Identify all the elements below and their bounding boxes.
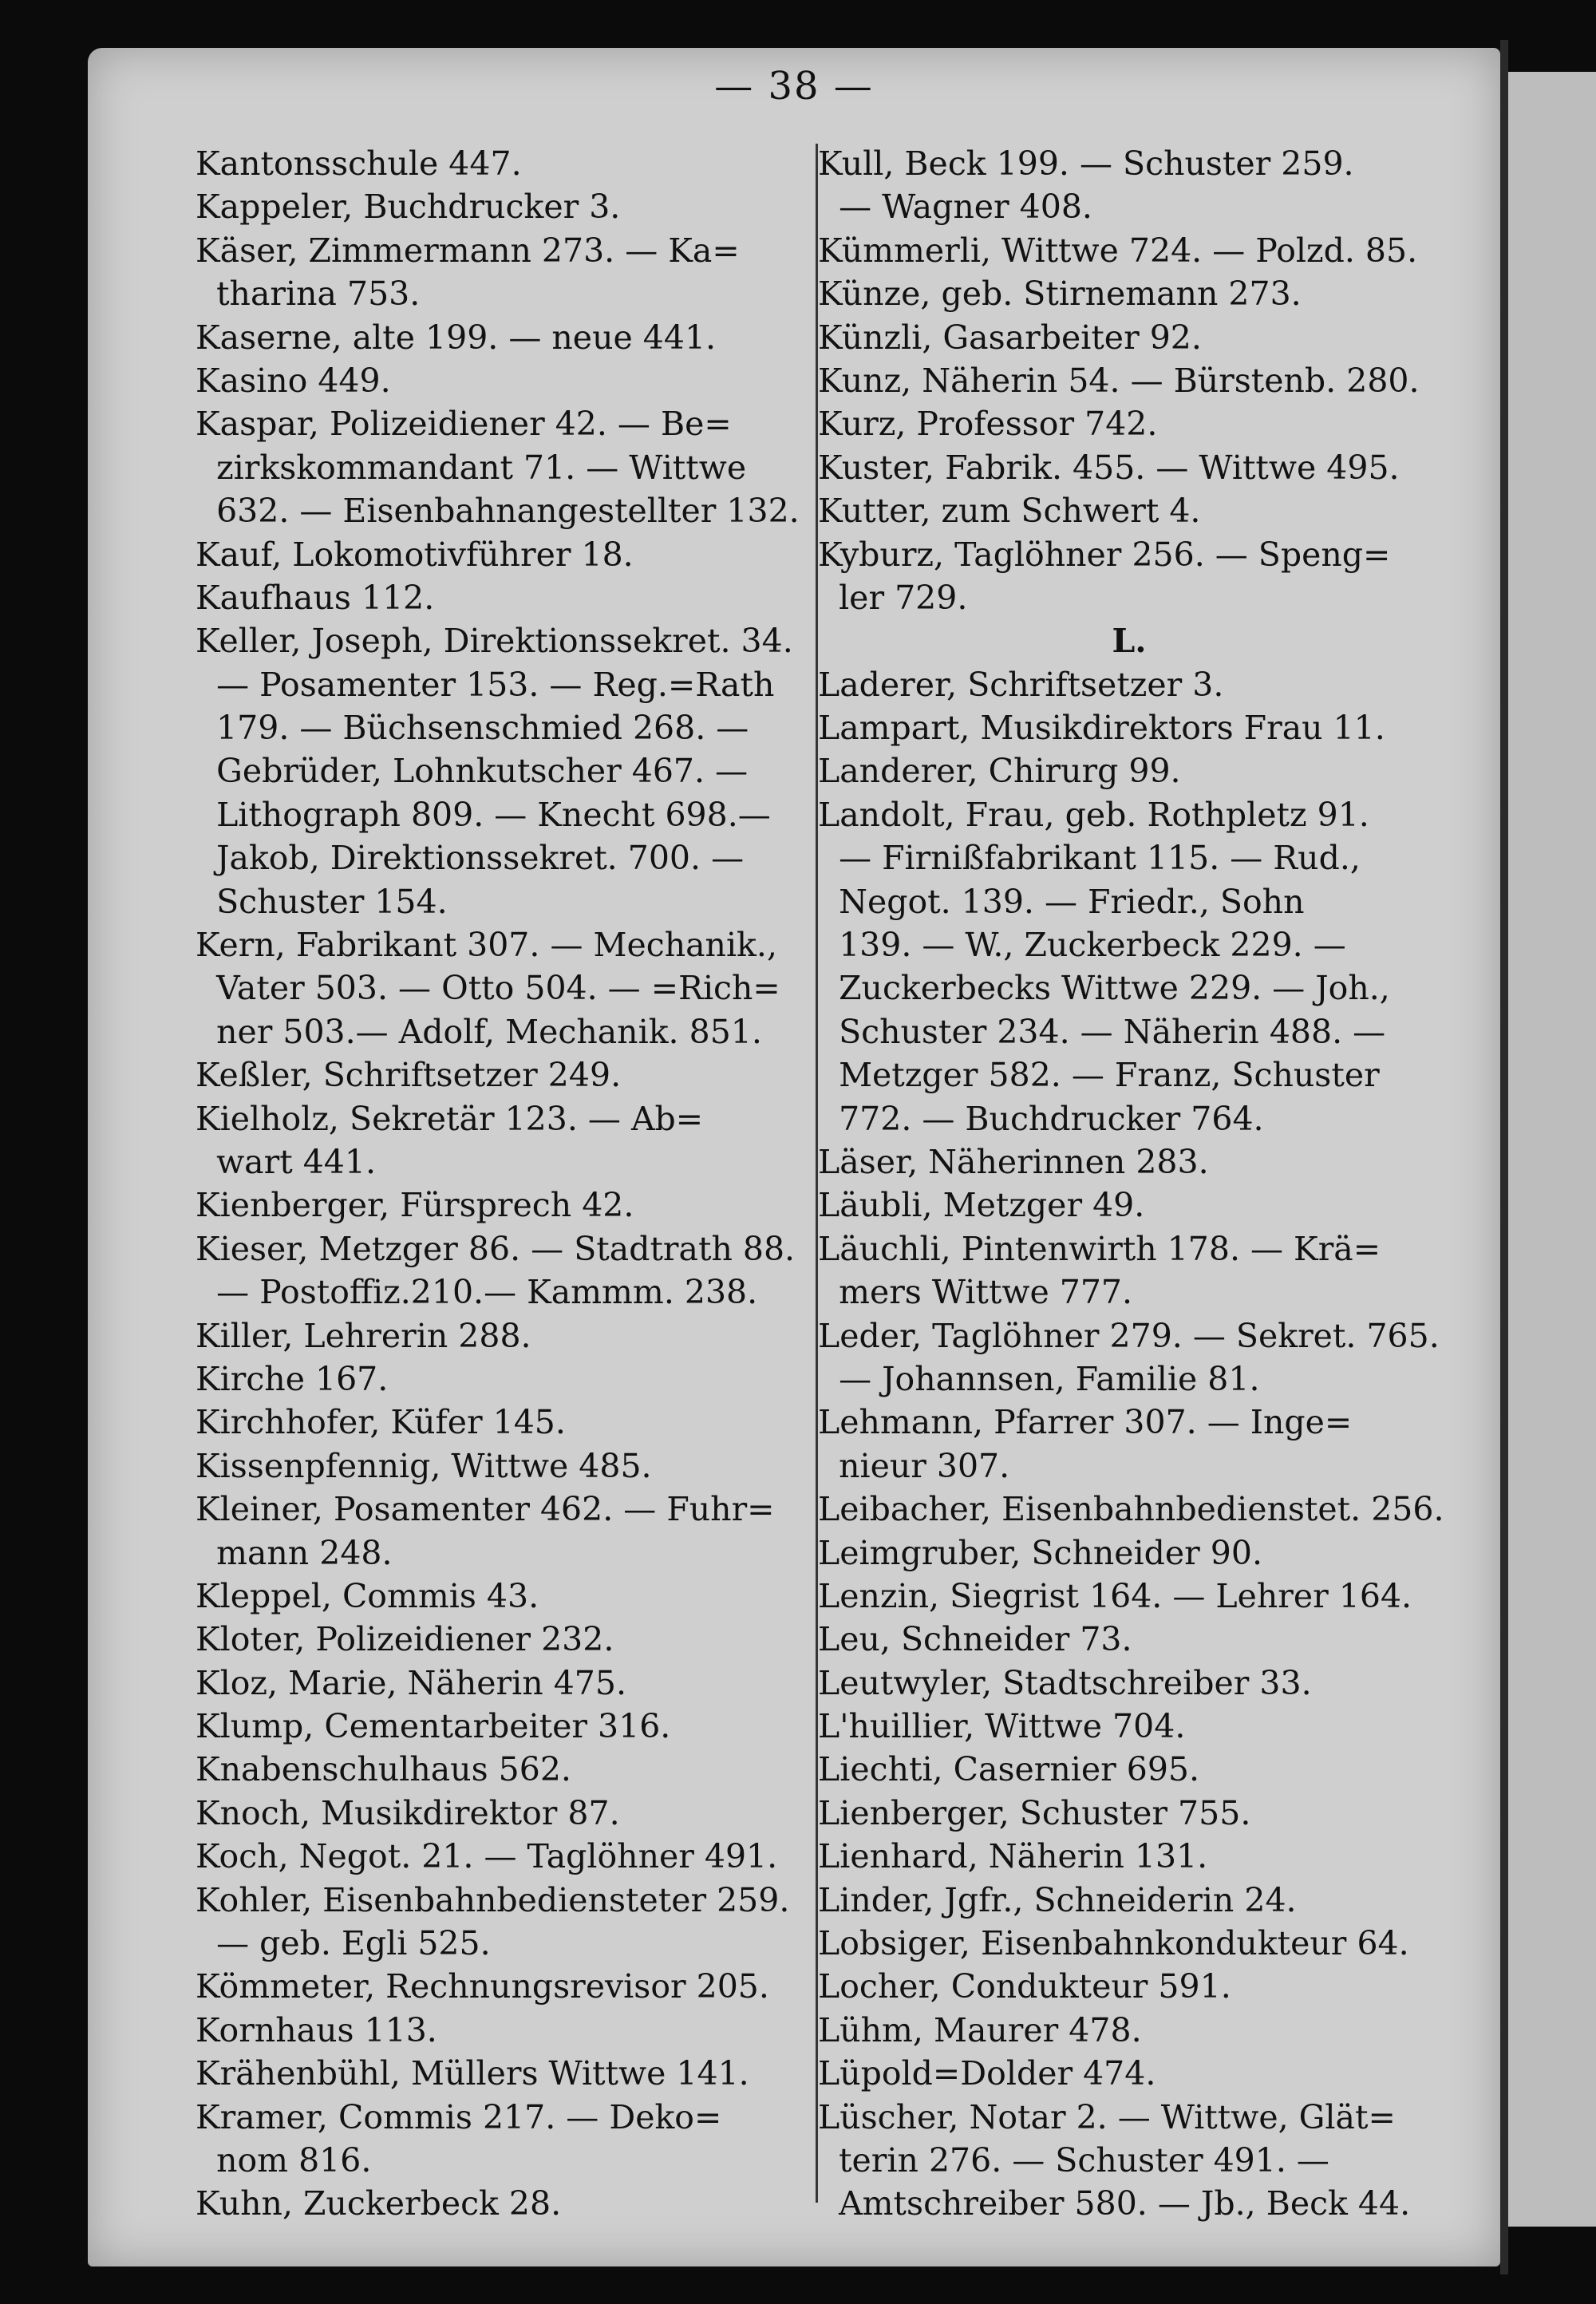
directory-entry-line: 139. — W., Zuckerbeck 229. — (818, 926, 1346, 965)
directory-entry-line: Kern, Fabrikant 307. — Mechanik., (196, 926, 777, 965)
directory-entry-line: Lienberger, Schuster 755. (818, 1793, 1251, 1832)
directory-entry-line: Kutter, zum Schwert 4. (818, 492, 1201, 531)
book-spine (1500, 40, 1508, 2274)
directory-entry-line: Kirche 167. (196, 1359, 389, 1398)
directory-entry-line: Kornhaus 113. (196, 2010, 437, 2049)
directory-entry-line: Landerer, Chirurg 99. (818, 752, 1181, 791)
directory-entry-line: Kaufhaus 112. (196, 578, 435, 617)
directory-entry-line: Läubli, Metzger 49. (818, 1186, 1145, 1225)
directory-entry-line: Läser, Näherinnen 283. (818, 1142, 1209, 1181)
directory-entry-line: Gebrüder, Lohnkutscher 467. — (196, 752, 749, 791)
page-number: — 38 — (714, 64, 874, 109)
adjacent-page-edge (1508, 72, 1596, 2227)
directory-entry-line: Landolt, Frau, geb. Rothpletz 91. (818, 795, 1369, 834)
directory-entry-line: Läuchli, Pintenwirth 178. — Krä= (818, 1229, 1381, 1268)
directory-entry-line: — Firnißfabrikant 115. — Rud., (818, 839, 1361, 878)
directory-entry-line: Kissenpfennig, Wittwe 485. (196, 1446, 652, 1485)
directory-entry-line: — Johannsen, Familie 81. (818, 1359, 1260, 1398)
directory-entry-line: Zuckerbecks Wittwe 229. — Joh., (818, 969, 1390, 1008)
directory-entry-line: Kantonsschule 447. (196, 144, 522, 183)
directory-entry-line: terin 276. — Schuster 491. — (818, 2140, 1329, 2180)
directory-entry-line: Kloter, Polizeidiener 232. (196, 1620, 614, 1659)
directory-entry-line: mann 248. (196, 1533, 393, 1572)
directory-entry-line: Kuster, Fabrik. 455. — Wittwe 495. (818, 448, 1400, 487)
directory-entry-line: Kauf, Lokomotivführer 18. (196, 535, 634, 574)
directory-entry-line: — geb. Egli 525. (196, 1924, 491, 1963)
directory-entry-line: mers Wittwe 777. (818, 1273, 1133, 1312)
directory-entry-line: Leimgruber, Schneider 90. (818, 1533, 1262, 1572)
directory-entry-line: Lithograph 809. — Knecht 698.— (196, 795, 771, 834)
directory-entry-line: Lobsiger, Eisenbahnkondukteur 64. (818, 1924, 1409, 1963)
directory-entry-line: Krähenbühl, Müllers Wittwe 141. (196, 2054, 749, 2093)
directory-entry-line: Killer, Lehrerin 288. (196, 1316, 531, 1355)
directory-entry-line: zirkskommandant 71. — Wittwe (196, 448, 747, 487)
directory-entry-line: Käser, Zimmermann 273. — Ka= (196, 231, 740, 270)
directory-entry-line: — Wagner 408. (818, 188, 1092, 227)
directory-entry-line: 772. — Buchdrucker 764. (818, 1099, 1264, 1138)
directory-entry-line: ner 503.— Adolf, Mechanik. 851. (196, 1012, 762, 1051)
directory-entry-line: Leibacher, Eisenbahnbedienstet. 256. (818, 1490, 1444, 1529)
directory-entry-line: Künzli, Gasarbeiter 92. (818, 318, 1202, 357)
directory-entry-line: Keller, Joseph, Direktionssekret. 34. (196, 622, 793, 661)
directory-entry-line: Kielholz, Sekretär 123. — Ab= (196, 1099, 704, 1138)
directory-entry-line: Kleppel, Commis 43. (196, 1576, 539, 1615)
directory-entry-line: Kull, Beck 199. — Schuster 259. (818, 144, 1354, 183)
directory-entry-line: Schuster 234. — Näherin 488. — (818, 1012, 1386, 1051)
directory-entry-line: Kyburz, Taglöhner 256. — Speng= (818, 535, 1391, 574)
directory-entry-line: Laderer, Schriftsetzer 3. (818, 665, 1224, 704)
directory-entry-line: Koch, Negot. 21. — Taglöhner 491. (196, 1837, 778, 1876)
directory-entry-line: — Posamenter 153. — Reg.=Rath (196, 665, 775, 704)
directory-entry-line: Lehmann, Pfarrer 307. — Inge= (818, 1403, 1353, 1442)
right-column (818, 142, 1480, 2226)
directory-entry-line: nieur 307. (818, 1446, 1010, 1485)
directory-entry-line: Knoch, Musikdirektor 87. (196, 1793, 620, 1832)
directory-entry-line: Kappeler, Buchdrucker 3. (196, 188, 621, 227)
directory-entry-line: Jakob, Direktionssekret. 700. — (196, 839, 745, 878)
directory-entry-line: Künze, geb. Stirnemann 273. (818, 275, 1302, 314)
directory-entry-line: Kömmeter, Rechnungsrevisor 205. (196, 1967, 769, 2006)
directory-entry-line: Kienberger, Fürsprech 42. (196, 1186, 634, 1225)
directory-entry-line: Leder, Taglöhner 279. — Sekret. 765. (818, 1316, 1440, 1355)
directory-entry-line: Lüpold=Dolder 474. (818, 2054, 1156, 2093)
directory-entry-line: Kunz, Näherin 54. — Bürstenb. 280. (818, 361, 1420, 400)
directory-page (88, 48, 1500, 2266)
directory-entry-line: Lüscher, Notar 2. — Wittwe, Glät= (818, 2097, 1396, 2136)
directory-entry-line: — Postoffiz.210.— Kammm. 238. (196, 1273, 758, 1312)
directory-entry-line: Kurz, Professor 742. (818, 405, 1158, 444)
directory-entry-line: Negot. 139. — Friedr., Sohn (818, 882, 1305, 921)
directory-entry-line: nom 816. (196, 2140, 372, 2180)
directory-entry-line: L'huillier, Wittwe 704. (818, 1707, 1186, 1746)
directory-entry-line: Knabenschulhaus 562. (196, 1750, 571, 1789)
directory-entry-line: Kohler, Eisenbahnbediensteter 259. (196, 1880, 790, 1919)
directory-entry-line: 179. — Büchsenschmied 268. — (196, 709, 749, 748)
directory-entry-line: Kieser, Metzger 86. — Stadtrath 88. (196, 1229, 796, 1268)
directory-entry-line: Kramer, Commis 217. — Deko= (196, 2097, 722, 2136)
directory-entry-line: Klump, Cementarbeiter 316. (196, 1707, 671, 1746)
directory-entry-line: Leutwyler, Stadtschreiber 33. (818, 1663, 1312, 1702)
directory-entry-line: Lühm, Maurer 478. (818, 2010, 1142, 2049)
directory-entry-line: Lenzin, Siegrist 164. — Lehrer 164. (818, 1576, 1412, 1615)
directory-entry-line: Kasino 449. (196, 361, 391, 400)
directory-entry-line: Kuhn, Zuckerbeck 28. (196, 2184, 562, 2223)
directory-entry-line: Kaserne, alte 199. — neue 441. (196, 318, 717, 357)
directory-entry-line: Kaspar, Polizeidiener 42. — Be= (196, 405, 732, 444)
left-column (196, 142, 898, 2226)
directory-entry-line: Keßler, Schriftsetzer 249. (196, 1056, 622, 1095)
directory-entry-line: Kirchhofer, Küfer 145. (196, 1403, 566, 1442)
directory-entry-line: Leu, Schneider 73. (818, 1620, 1132, 1659)
directory-entry-line: tharina 753. (196, 275, 421, 314)
directory-entry-line: 632. — Eisenbahnangestellter 132. (196, 492, 800, 531)
directory-entry-line: Kloz, Marie, Näherin 475. (196, 1663, 626, 1702)
directory-entry-line: Lampart, Musikdirektors Frau 11. (818, 709, 1385, 748)
directory-entry-line: Schuster 154. (196, 882, 448, 921)
directory-entry-line: Kleiner, Posamenter 462. — Fuhr= (196, 1490, 775, 1529)
directory-entry-line: Liechti, Casernier 695. (818, 1750, 1200, 1789)
directory-entry-line: Amtschreiber 580. — Jb., Beck 44. (818, 2184, 1411, 2223)
directory-entry-line: Lienhard, Näherin 131. (818, 1837, 1208, 1876)
directory-entry-line: Locher, Condukteur 591. (818, 1967, 1231, 2006)
directory-entry-line: ler 729. (818, 578, 968, 617)
directory-entry-line: Kümmerli, Wittwe 724. — Polzd. 85. (818, 231, 1418, 270)
directory-entry-line: Metzger 582. — Franz, Schuster (818, 1056, 1380, 1095)
directory-entry-line: Vater 503. — Otto 504. — =Rich= (196, 969, 780, 1008)
directory-entry-line: Linder, Jgfr., Schneiderin 24. (818, 1880, 1297, 1919)
directory-entry-line: wart 441. (196, 1142, 377, 1181)
directory-entry-line: L. (1112, 622, 1147, 661)
